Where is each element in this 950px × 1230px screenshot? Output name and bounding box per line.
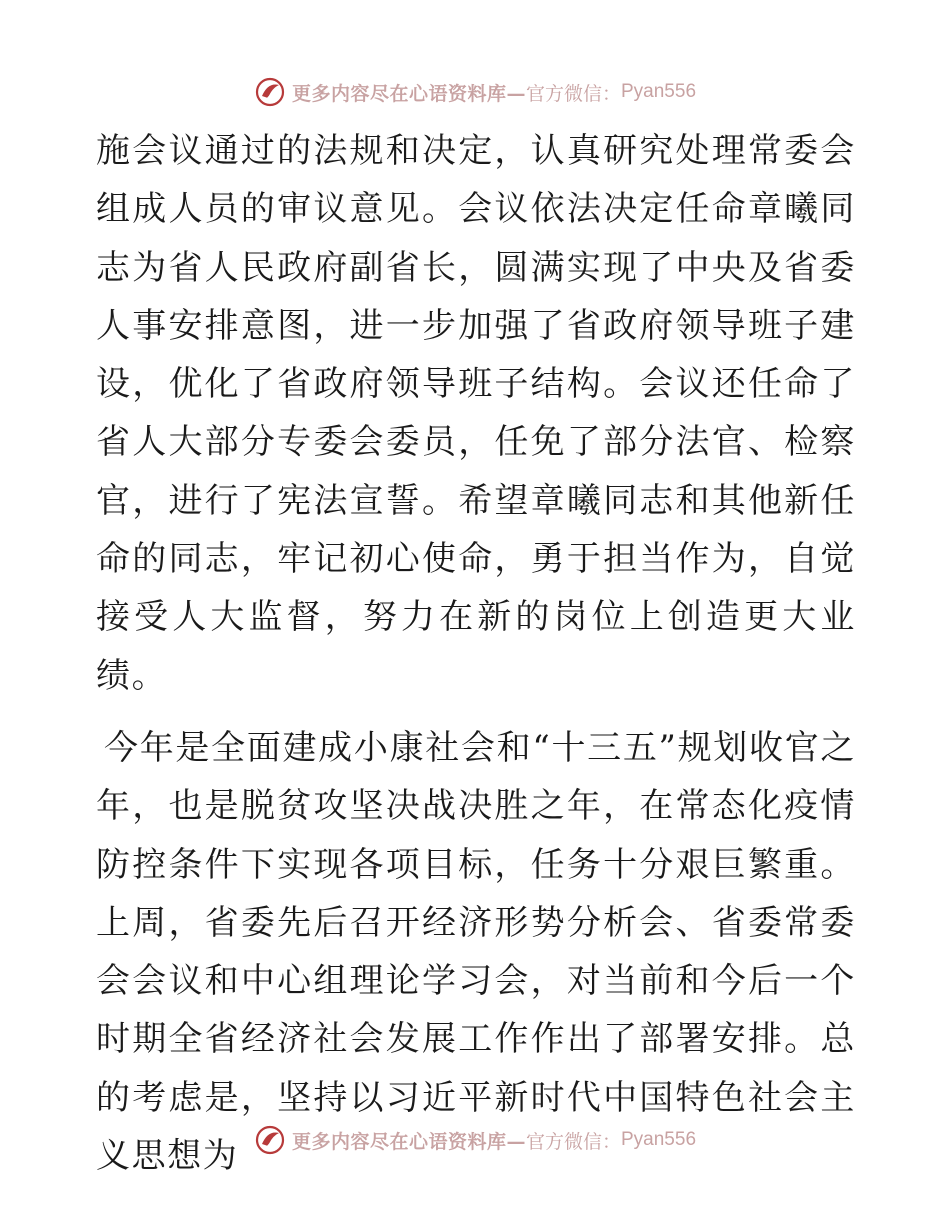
banner-wechat-id: Pyan556: [621, 1129, 697, 1150]
banner-wechat-label: 官方微信：: [525, 82, 621, 105]
banner-text: 更多内容尽在心语资料库—: [291, 1130, 526, 1153]
brand-logo-icon: [254, 1124, 286, 1156]
brand-logo-icon: [254, 76, 286, 108]
footer-watermark-banner: [0, 1120, 950, 1160]
paragraph-1: 施会议通过的法规和决定，认真研究处理常委会组成人员的审议意见。会议依法决定任命章曦同志为省人民政府副省长，圆满实现了中央及省委人事安排意图，进一步加强了省政府领导班子建设，优化了省政府领导班子结构。会议还任命了省人大部分专委会委员，任免了部分法官、检察官，进行了宪法宣誓。希望章曦同志和其他新任命的同志，牢记初心使命，勇于担当作为，自觉接受人大监督，努力在新的岗位上创造更大业绩。: [96, 131, 856, 696]
banner-wechat-label: 官方微信：: [525, 1130, 621, 1153]
paragraph-2: 今年是全面建成小康社会和“十三五”规划收官之年，也是脱贫攻坚决战决胜之年，在常态化疫情防控条件下实现各项目标，任务十分艰巨繁重。上周，省委先后召开经济形势分析会、省委常委会会议和中心组理论学习会，对当前和今后一个时期全省经济社会发展工作作出了部署安排。总的考虑是，坚持以习近平新时代中国特色社会主义思想为: [96, 727, 856, 1177]
header-watermark-banner: [0, 72, 950, 112]
document-body: [96, 122, 856, 1185]
banner-wechat-id: Pyan556: [621, 81, 697, 102]
banner-text: 更多内容尽在心语资料库—: [291, 82, 526, 105]
